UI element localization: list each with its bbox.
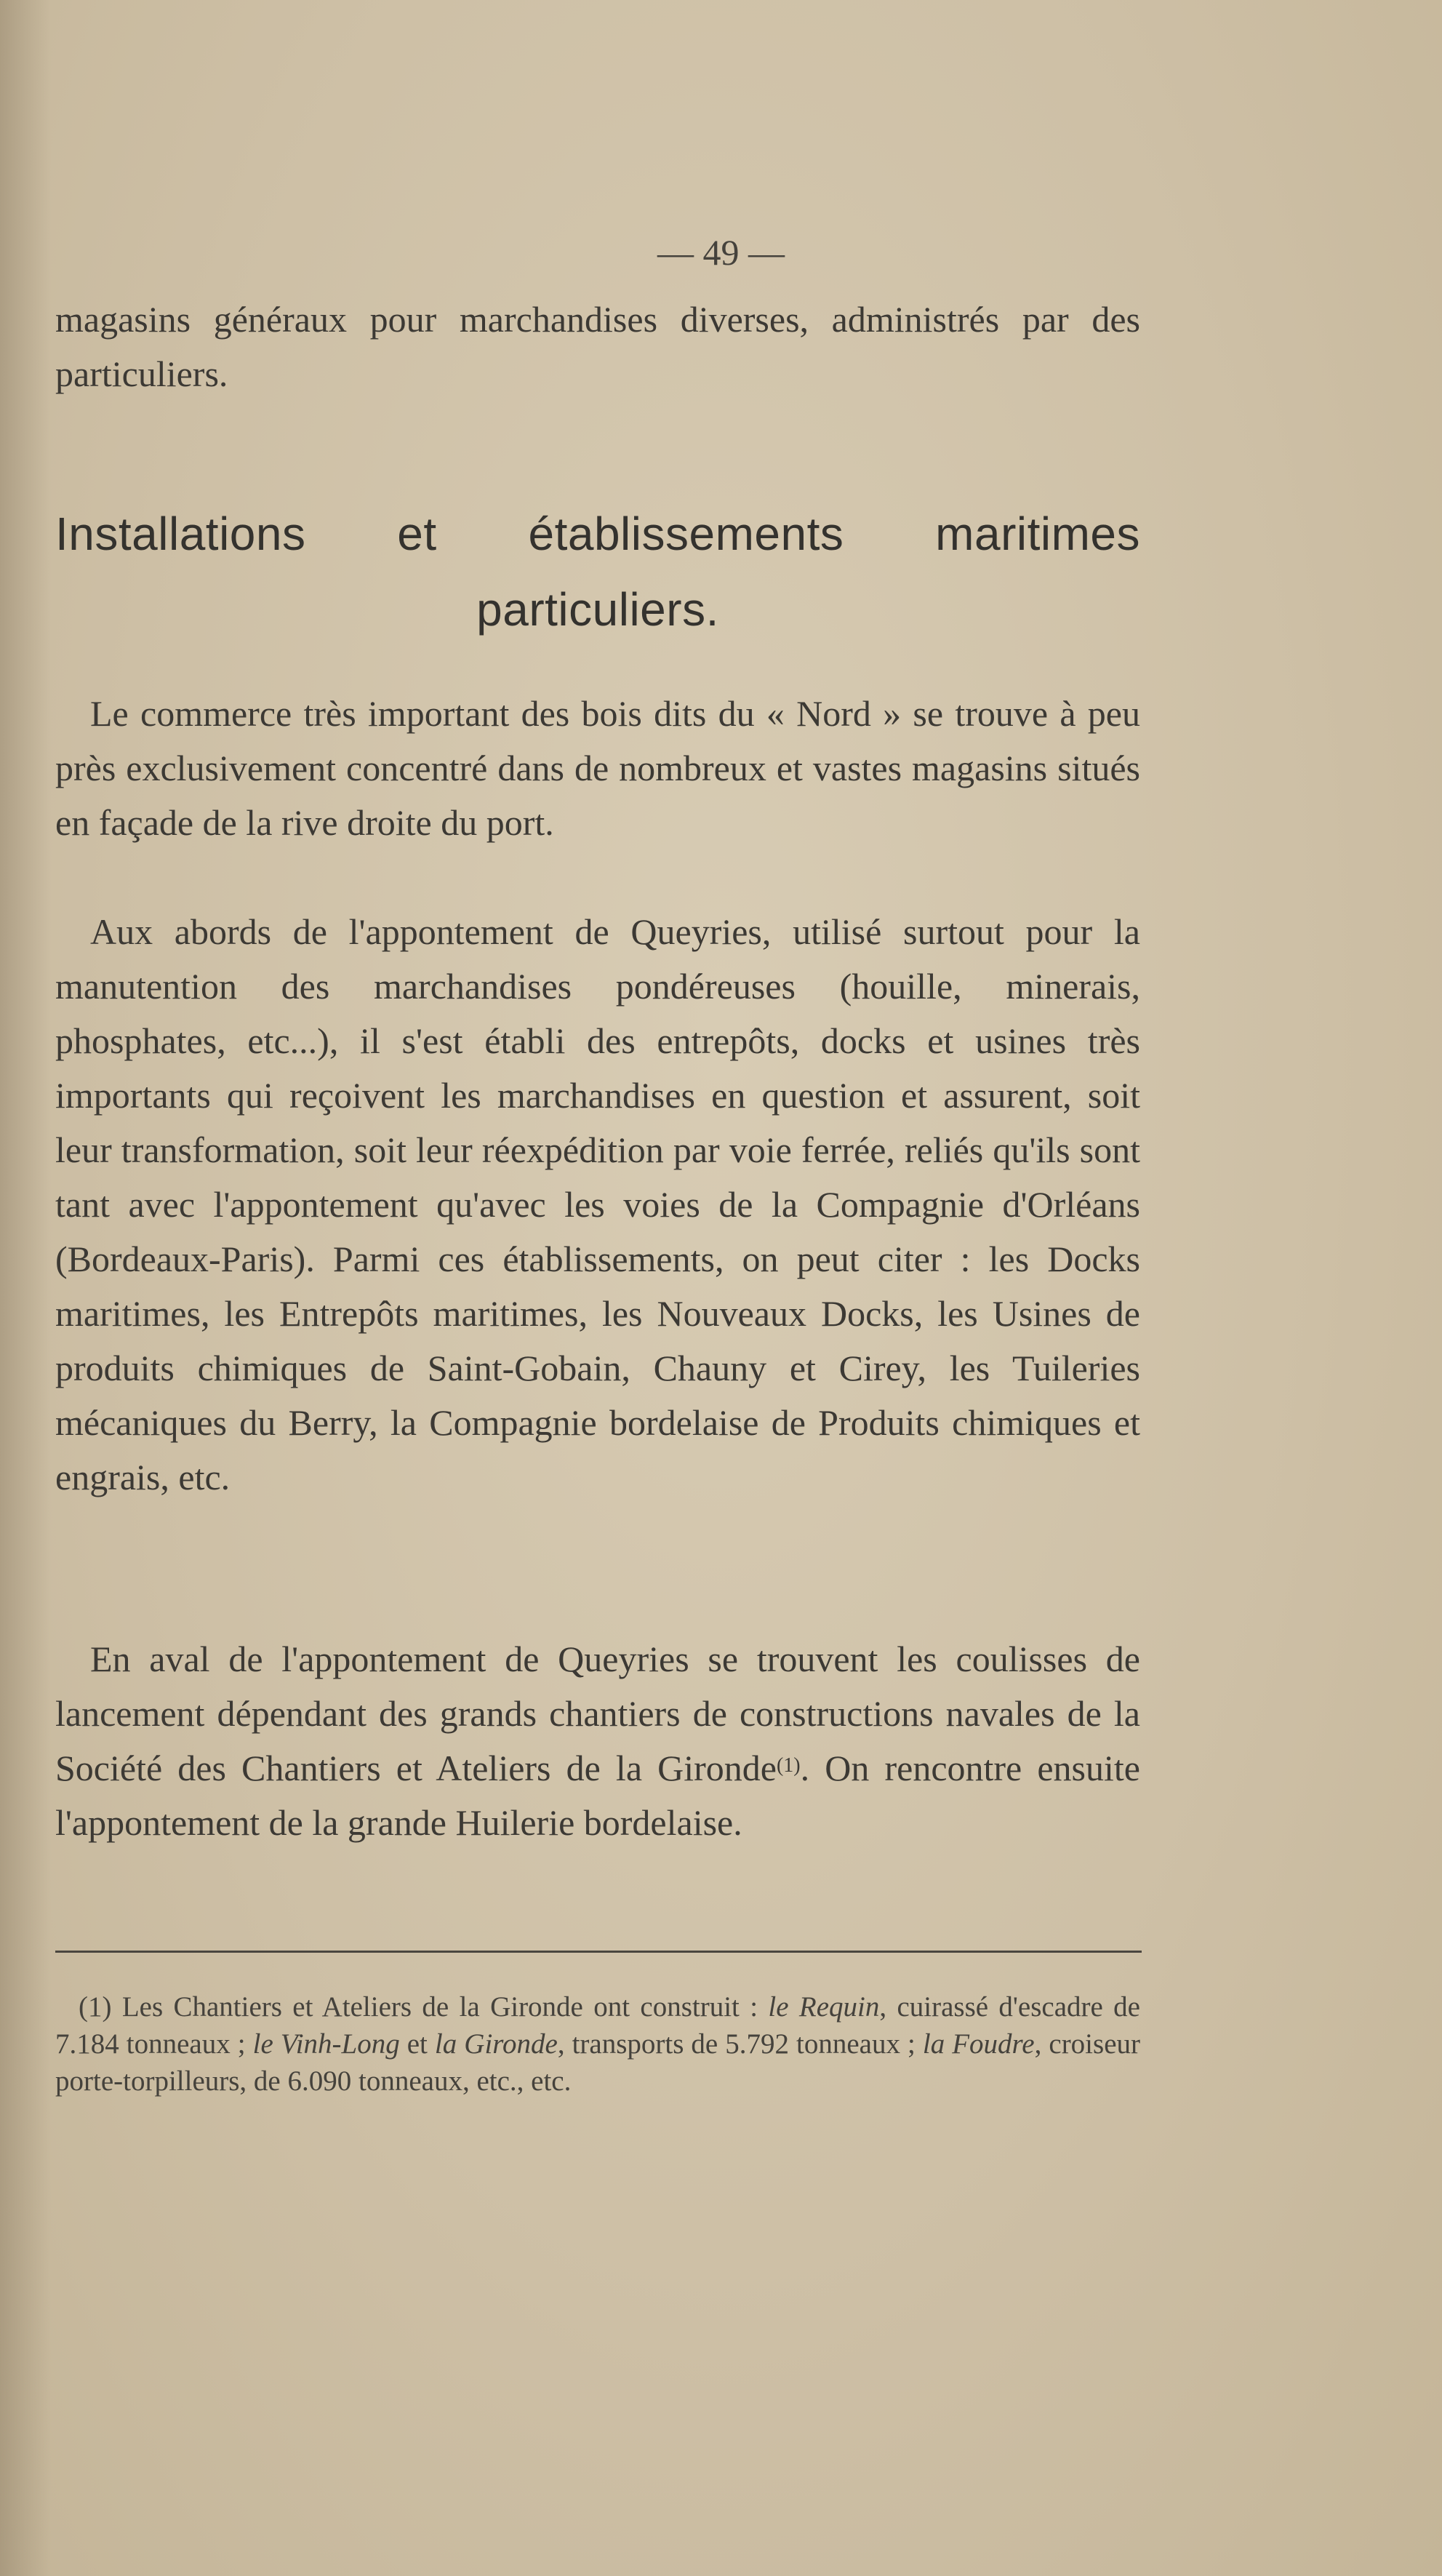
page-number: — 49 — (657, 232, 785, 273)
paragraph-chantiers (55, 1632, 1140, 1850)
paragraph-bois-du-nord: Le commerce très important des bois dits du « Nord » se trouve à peu près exclusivement concentré dans de nombreux et vastes magasins situés en façade de la rive droite du port. (55, 693, 1140, 843)
footnote-marker: (1) (79, 1991, 112, 2023)
section-heading-line-1: Installations et établissements maritimes (55, 508, 1140, 560)
section-heading-line-2: particuliers. (476, 583, 719, 636)
ship-name-requin: le Requin (768, 1991, 880, 2023)
footnote-reference: (1) (776, 1754, 801, 1777)
paragraph-queyries: Aux abords de l'appontement de Queyries, utilisé surtout pour la manutention des marchandises pondéreuses (houille, minerais, phosphates, etc...), il s'est établi des entrepôts, docks et usines très importants qui reçoivent les marchandises en question et assurent, soit leur transformation, soit leur réexpédition par voie ferrée, reliés qu'ils sont tant avec l'appontement qu'avec les voies de la Compagnie d'Orléans (Bordeaux-Paris). Parmi ces établissements, on peut citer : les Docks maritimes, les Entrepôts maritimes, les Nouveaux Docks, les Usines de produits chimiques de Saint-Gobain, Chauny et Cirey, les Tuileries mécaniques du Berry, la Compagnie bordelaise de Produits chimiques et engrais, etc. (55, 911, 1140, 1497)
paragraph-chantiers-text-2: . On rencontre ensuite l'appontement de la grande Huilerie bordelaise. (55, 1748, 1140, 1843)
footnote-text-3: et (399, 2028, 435, 2060)
paragraph-chantiers-text-1: En aval de l'appontement de Queyries se trouvent les coulisses de lancement dépendant des grands chantiers de constructions navales de la Société des Chantiers et Ateliers de la Gironde (55, 1639, 1140, 1788)
footnote-text-1: Les Chantiers et Ateliers de la Gironde ont construit : (111, 1991, 769, 2023)
footnote-text-2: , cuirassé d'escadre de 7.184 tonneaux ; (55, 1991, 1140, 2060)
footnote (55, 1988, 1140, 2100)
page-edge-shadow (0, 0, 51, 2576)
footnote-text-4: , transports de 5.792 tonneaux ; (557, 2028, 923, 2060)
footnote-text-5: , croiseur porte-torpilleurs, de 6.090 tonneaux, etc., etc. (55, 2028, 1140, 2097)
ship-name-foudre: la Foudre (922, 2028, 1035, 2060)
paragraph-continued: magasins généraux pour marchandises diverses, administrés par des particuliers. (55, 299, 1140, 394)
section-heading (55, 496, 1140, 647)
footnote-separator-rule (55, 1951, 1142, 1953)
ship-name-gironde: la Gironde (434, 2028, 558, 2060)
ship-name-vinh-long: le Vinh-Long (252, 2028, 400, 2060)
